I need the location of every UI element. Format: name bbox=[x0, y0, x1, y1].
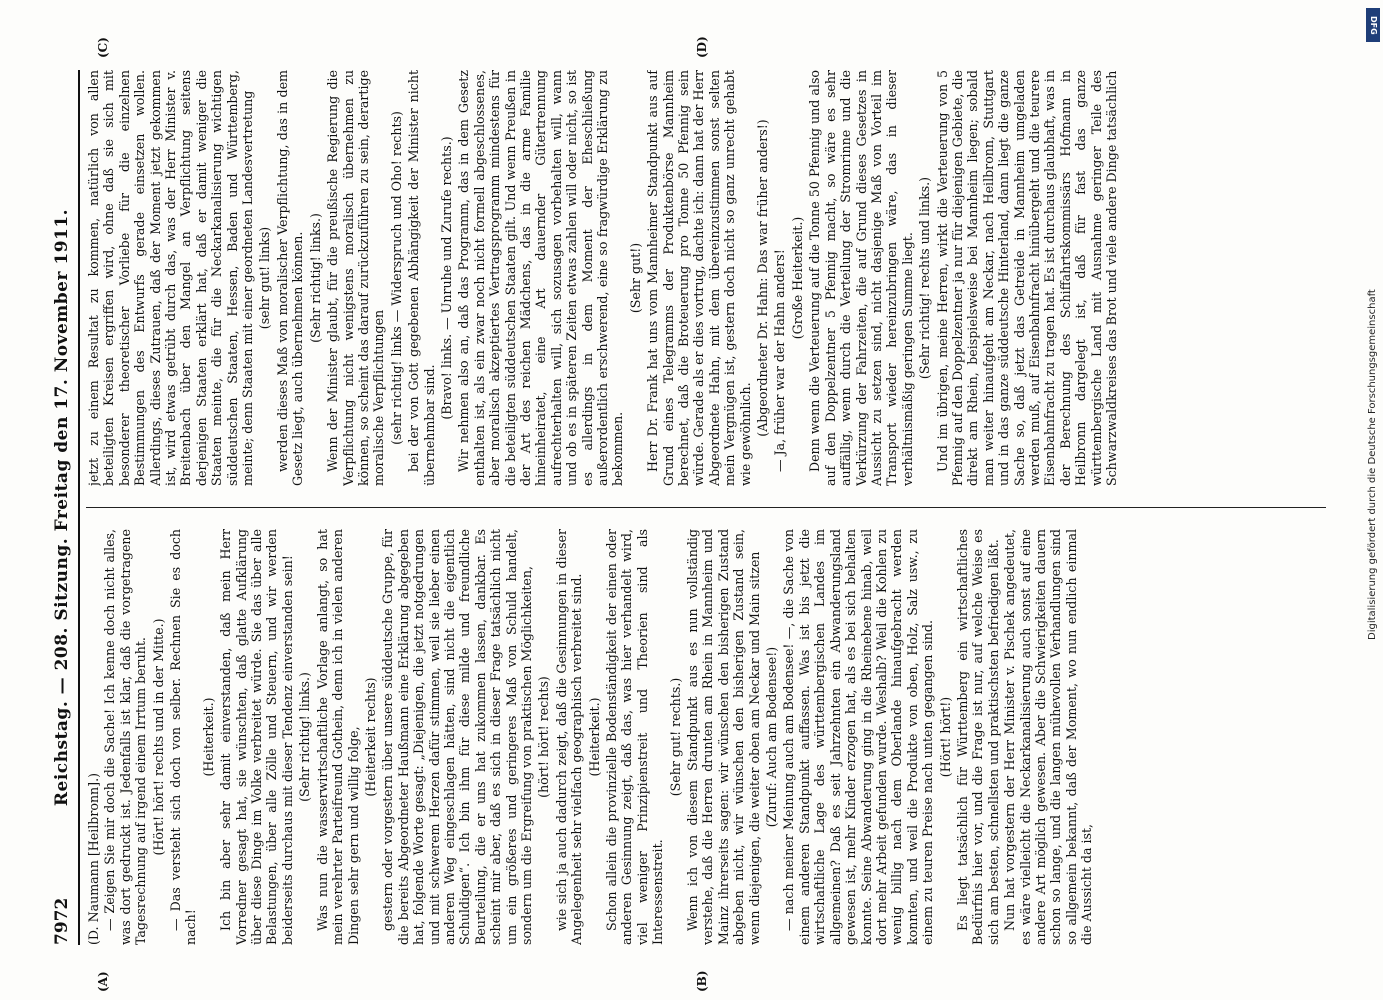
paragraph: gestern oder vorgestern über unsere süddeutsche Gruppe, für die bereits Abgeordneter Haußmann eine Erklärung abgegeben hat, folgende Worte gesagt: „Diejenigen, die jetzt notgedrungen und mit schwerem Herzen dafür stimmen, weil sie lieber einen anderen Weg eingeschlagen hätten, sind nicht die eigentlich Schuldigen“. Ich bin ihm für diese milde und freundliche Beurteilung, die er uns hat zukommen lassen, dankbar. Es scheint mir aber, daß es sich in dieser Frage tatsächlich nicht um ein größeres und geringeres Maß von Schuld handelt, sondern um die Ergreifung von praktischen Möglichkeiten, bbox=[380, 529, 534, 945]
interjection: (Heiterkeit.) bbox=[200, 697, 216, 777]
interjection: (sehr richtig! links — Widerspruch und Oho! rechts) bbox=[388, 111, 404, 445]
margin-marker-c: (C) bbox=[96, 37, 110, 58]
digitization-credit: Digitalisierung gefördert durch die Deutsche Forschungsgemeinschaft bbox=[1367, 289, 1378, 640]
paragraph: Wenn der Minister glaubt, für die preußische Regierung die Verpflichtung nicht wenigstens moralisch übernehmen zu können, so scheint das darauf zurückzuführen zu sein, derartige moralische Verpflichtungen bbox=[325, 70, 387, 486]
interjection: (Sehr gut! rechts.) bbox=[667, 677, 683, 797]
margin-marker-d: (D) bbox=[695, 36, 709, 58]
paragraph: Denn wenn die Verteuerung auf die Tonne 50 Pfennig und also auf den Doppelzentner 5 Pfennig macht, so wäre es sehr auffällig, wenn durch die Verteilung der Stromrinne und die Verkürzung der Fahrzeiten, die auf Grund dieses Gesetzes in Aussicht zu setzen sind, nicht dasjenige Maß von Vorteil im Transport wieder hereinzubringen wäre, das in dieser verhältnismäßig geringen Summe liegt. bbox=[807, 70, 915, 486]
interjection: (Sehr gut!) bbox=[627, 242, 643, 314]
interjection: (Sehr richtig! rechts und links.) bbox=[917, 176, 933, 380]
text-columns bbox=[86, 70, 1331, 945]
column-rule bbox=[86, 507, 1326, 508]
paragraph: jetzt zu einem Resultat zu kommen, natürlich von allen beteiligten Kreisen ergriffen wird, ohne daß sie sich mit besonderer theoretischer Vorliebe für die einzelnen Bestimmungen des Entwurfs gerade einsetzen wollen. Allerdings, dieses Zutrauen, daß der Moment jetzt gekommen ist, wird etwas getrübt durch das, was der Herr Minister v. Breitenbach über den Mangel an Verpflichtung seitens derjenigen Staaten erklärt hat, daß er damit weniger die Staaten meinte, die für die Neckarkanalisierung wichtigen süddeutschen Staaten, Hessen, Baden und Württemberg, meinte; denn Staaten mit einer geordneten Landesvertretung bbox=[86, 70, 256, 486]
paragraph: Nun hat vorgestern der Herr Minister v. Pischek angedeutet, es wäre vielleicht die Neckarkanalisierung auch sonst auf eine andere Art möglich gewesen. Aber die Schwierigkeiten dauern schon so lange, und die langen mühevollen Verhandlungen sind so allgemein bekannt, daß der Moment, wo nun endlich einmal die Aussicht da ist, bbox=[1002, 529, 1095, 945]
paragraph: Und im übrigen, meine Herren, wirkt die Verteuerung von 5 Pfennig auf den Doppelzentner ja nur für diejenigen Gebiete, die direkt am Rhein, beispielsweise bei Mannheim liegen; sobald man weiter hinaufgeht am Neckar, nach Heilbronn, Stuttgart und in das ganze süddeutsche Hinterland, dann liegt die ganze Sache so, daß jetzt das Getreide in Mannheim umgeladen werden muß, auf Eisenbahnfracht hinübergeht und die teurere Eisenbahnfracht zu tragen hat. Es ist durchaus glaubhaft, was in der Berechnung des Schiffahrtskommissärs Hofmann in Heilbronn dargelegt ist, daß für fast das ganze württembergische Land mit Ausnahme geringer Teile des Schwarzwaldkreises das Brot und viele andere Dinge tatsächlich bbox=[934, 70, 1119, 486]
paragraph: — Ja, früher war der Hahn anders! bbox=[772, 249, 788, 472]
interjection: (Sehr richtig! links.) bbox=[297, 672, 313, 802]
paragraph: wie sich ja auch dadurch zeigt, daß die Gesinnungen in dieser Angelegenheit sehr vielfach geographisch verbreitet sind. bbox=[553, 529, 585, 945]
interjection: (Sehr richtig! links.) bbox=[307, 213, 323, 343]
interjection: (Zuruf: Auch am Bodensee!) bbox=[764, 646, 780, 828]
paragraph: bei der von Gott gegebenen Abhängigkeit der Minister nicht übernehmbar sind. bbox=[406, 70, 437, 486]
margin-marker-a: (A) bbox=[96, 971, 110, 992]
paragraph: (D. Naumann [Heilbronn].) bbox=[86, 772, 101, 945]
left-column bbox=[86, 529, 1326, 945]
interjection: (Abgeordneter Dr. Hahn: Das war früher anders!) bbox=[755, 119, 771, 437]
credit-strip bbox=[1353, 0, 1383, 1000]
page-number: 7972 bbox=[52, 897, 72, 945]
paragraph: Schon allein die provinzielle Bodenständigkeit der einen oder anderen Gesinnung zeigt, daß das, was hier verhandelt wird, viel weniger Prinzipienstreit und Theorien sind als Interessenstreit. bbox=[604, 529, 666, 945]
interjection: (Bravo! links. — Unruhe und Zurufe rechts.) bbox=[438, 136, 454, 420]
dfg-logo: DFG bbox=[1366, 8, 1380, 42]
paragraph: Wir nehmen also an, daß das Programm, das in dem Gesetz enthalten ist, als ein zwar noch nicht formell abgeschlossenes, aber moralisch akzeptiertes Vertragsprogramm mindestens für die beteiligten süddeutschen Staaten gilt. Und wenn Preußen in der Art des reichen Mädchens, das in die arme Familie hineinheiratet, eine Art dauernder Gütertrennung aufrechterhalten will, sich sozusagen vorbehalten will, wann und ob es in späteren Zeiten etwas zahlen will oder nicht, so ist es allerdings in dem Moment der Eheschließung außerordentlich erschwerend, eine so fragwürdige Erklärung zu bekommen. bbox=[456, 70, 626, 486]
page-header bbox=[48, 70, 80, 945]
interjection: (Hört! hört!) bbox=[937, 696, 953, 778]
paragraph: Wenn ich von diesem Standpunkt aus es nun vollständig verstehe, daß die Herren drunten am Rhein in Mannheim und Mainz ihrerseits sagen: wir wünschen den bisherigen Zustand abgeben nicht, wir wünschen den bisherigen Zustand sein, wenn diejenigen, die weiter oben am Neckar und Main sitzen bbox=[685, 529, 762, 945]
paragraph: — Zeigen Sie mir doch die Sache! Ich kenne doch nicht alles, was dort gedruckt ist. Jedenfalls ist klar, daß die vorgetragene Tagesrechnung auf irgend einem Irrtum beruht. bbox=[102, 529, 149, 945]
interjection: (sehr gut! links) bbox=[257, 226, 273, 330]
interjection: (Hört! hört! rechts und in der Mitte.) bbox=[150, 618, 166, 856]
paragraph: Ich bin aber sehr damit einverstanden, daß mein Herr Vorredner gesagt hat, sie wünschten, daß glatte Aufklärung über diese Dinge im Volke verbreitet würde. Sie das über alle Belastungen, über alle Zölle und Steuern, und wir werden beiderseits durchaus mit dieser Tendenz einverstanden sein! bbox=[218, 529, 295, 945]
paragraph: werden dieses Maß von moralischer Verpflichtung, das in dem Gesetz liegt, auch übernehmen können. bbox=[274, 70, 306, 486]
paragraph: — Das versteht sich doch von selber. Rechnen Sie es doch nach! bbox=[168, 529, 199, 945]
interjection: (hört! hört! rechts) bbox=[536, 676, 552, 798]
running-title: Reichstag. — 208. Sitzung. Freitag den 17. November 1911. bbox=[52, 208, 72, 807]
right-column bbox=[86, 70, 1326, 486]
interjection: (Große Heiterkeit.) bbox=[789, 216, 805, 340]
margin-marker-b: (B) bbox=[695, 970, 709, 992]
interjection: (Heiterkeit.) bbox=[586, 697, 602, 777]
paragraph: — nach meiner Meinung auch am Bodensee! —, die Sache von einem anderen Standpunkt auffassen. Was ist bis jetzt die wirtschaftliche Lage des württembergischen Landes im allgemeinen? Daß es seit Jahrzehnten ein Abwanderungsland gewesen ist, mehr Kinder erzogen hat, als es bei sich behalten konnte. Seine Abwanderung ging in die Rheinebene hinab, weil dort mehr Arbeit gefunden wurde. Weshalb? Weil die Kohlen zu wenig billig nach dem Oberlande hinaufgebracht werden konnten, und weil die Produkte von oben, Holz, Salz usw., zu einem zu teuren Preise nach unten gegangen sind. bbox=[781, 529, 936, 945]
interjection: (Heiterkeit rechts) bbox=[362, 677, 378, 797]
paragraph: Es liegt tatsächlich für Württemberg ein wirtschaftliches Bedürfnis hier vor, und die Frage ist nur, auf welche Weise es sich am besten, schnellsten und praktischsten befriedigen läßt. bbox=[954, 529, 1001, 945]
paragraph: Herr Dr. Frank hat uns vom Mannheimer Standpunkt aus auf Grund eines Telegramms der Produktenbörse Mannheim berechnet, daß die Broteuerung pro Tonne 50 Pfennig sein würde. Gerade als er dies vortrug, dachte ich: dann hat der Herr Abgeordnete Hahn, mit dem übereinzustimmen sonst selten mein Vergnügen ist, gestern doch nicht so ganz unrecht gehabt wie gewöhnlich. bbox=[645, 70, 753, 486]
paragraph: Was nun die wasserwirtschaftliche Vorlage anlangt, so hat mein verehrter Parteifreund Gothein, denn ich in vielen anderen Dingen sehr gern und willig folge, bbox=[314, 529, 361, 945]
